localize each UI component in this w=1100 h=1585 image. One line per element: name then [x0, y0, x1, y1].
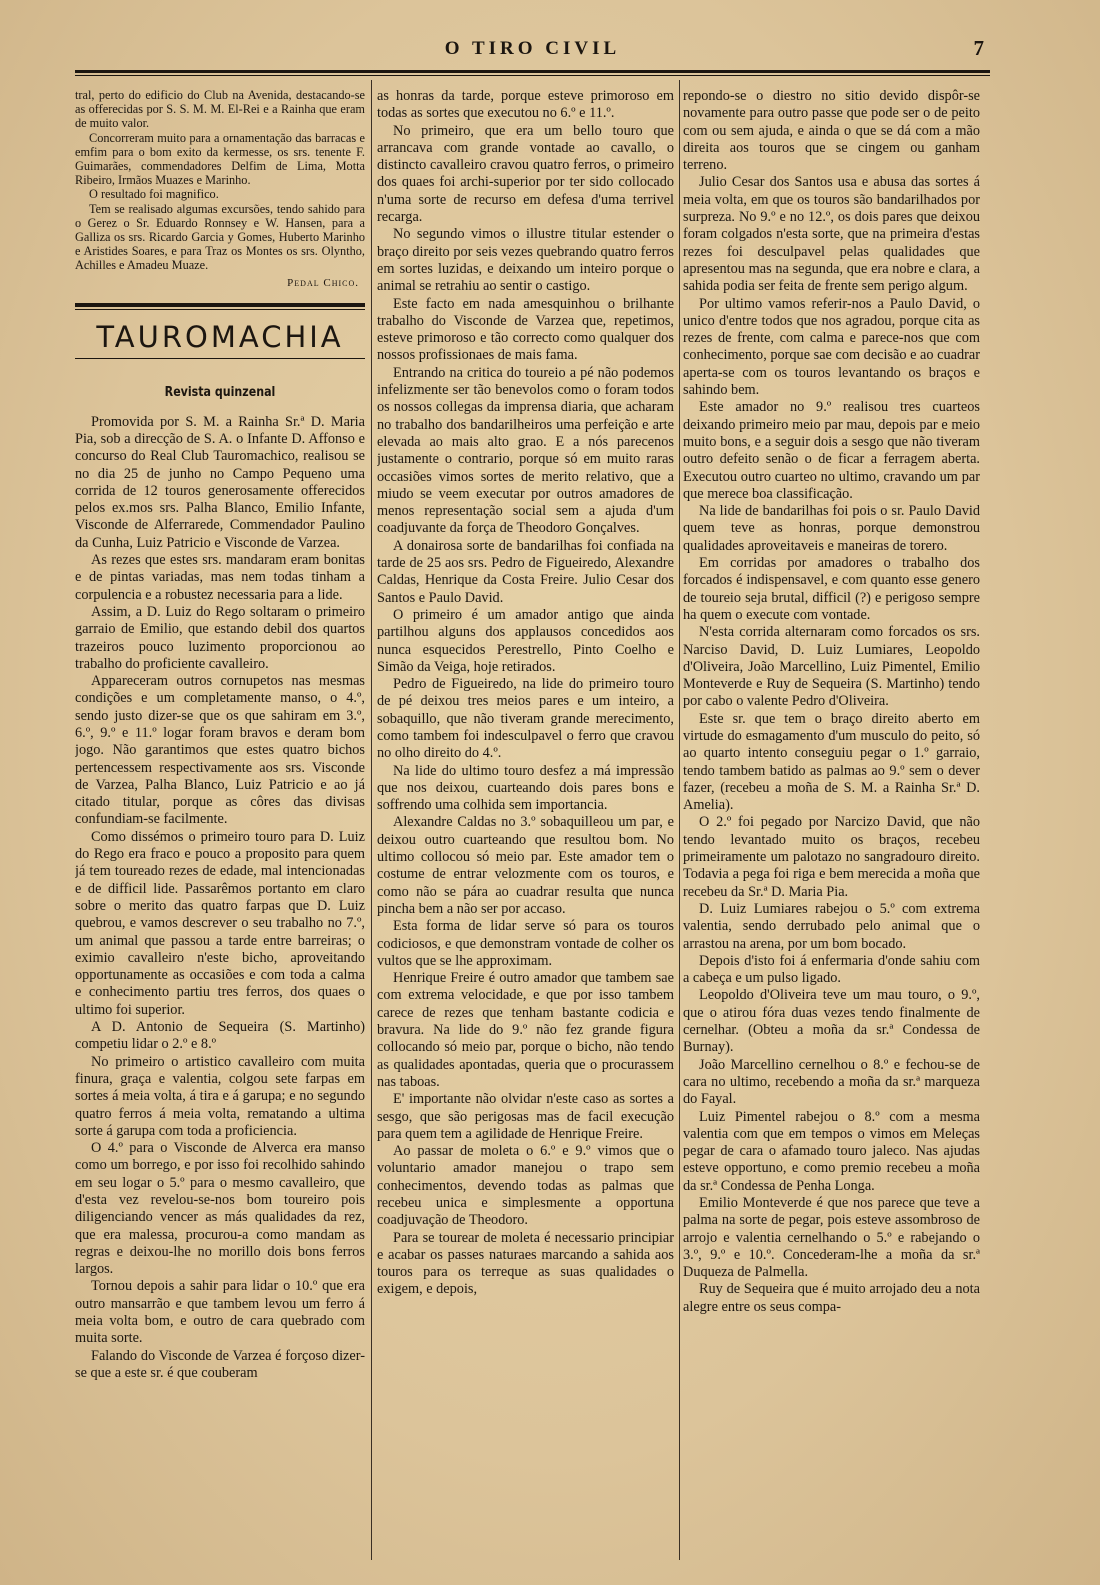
article-paragraph: O 2.º foi pegado por Narcizo David, que não tendo levantado muito os braços, recebeu primeiramente um palotazo no sangradouro direito. Todavia a pega foi riga e bem merecida a moña que recebeu da Sr.ª D. Maria Pia. [683, 814, 980, 900]
article-paragraph: Esta forma de lidar serve só para os touros codiciosos, e que demonstram vontade de colher os vultos que se lhe approximam. [377, 918, 674, 969]
top-article [75, 88, 365, 289]
article-paragraph: Concorreram muito para a ornamentação das barracas e emfim para o bom exito da kermesse, os srs. tenente F. Guimarães, commendadores Delfim de Lima, Motta Ribeiro, Irmãos Muazes e Marinho. [75, 130, 365, 188]
article-paragraph: Entrando na critica do toureio a pé não podemos infelizmente ser tão benevolos como o foram todos os nossos collegas da imprensa diaria, que acharam no trabalho dos bandarilheiros uma perfeição e arte elevada ao mais alto grao. E a nós parecenos justamente o contrario, porque só em muito raras occasiões vimos sortes de merito relativo, que a miudo se veem executar por outros amadores de menos representação social sem a ajuda d'um coadjuvante da força de Theodoro Gonçalves. [377, 364, 674, 537]
article-paragraph: Appareceram outros cornupetos nas mesmas condições e um completamente manso, o 4.º, sendo justo dizer-se que os que sahiram em 3.º, 6.º, 9.º e 11.º logar foram bravos e deram bom jogo. Não garantimos que estes quatro bichos pertencessem respectivamente aos srs. Visconde de Varzea, Palha Blanco, Luiz Patricio e ao já citado titular, porque as côres das divisas confundiam-se facilmente. [75, 673, 365, 828]
article-paragraph: Henrique Freire é outro amador que tambem sae com extrema velocidade, e que por isso tambem carece de rezes que tenham bastante codicia e bravura. Na lide do 9.º não fez grande figura collocando só meio par, porque o bicho, não tendo as qualidades apontadas, queria que o procurassem nas taboas. [377, 970, 674, 1090]
column-3 [683, 88, 980, 1558]
article-paragraph: Para se tourear de moleta é necessario principiar e acabar os passes naturaes marcando a sahida aos touros para os terreque as suas qualidades o exigem, e depois, [377, 1229, 674, 1298]
article-paragraph: João Marcellino cernelhou o 8.º e fechou-se de cara no ultimo, recebendo a moña da sr.ª marqueza do Fayal. [683, 1056, 980, 1108]
page-number: 7 [973, 36, 984, 60]
article-paragraph: A D. Antonio de Sequeira (S. Martinho) competiu lidar o 2.º e 8.º [75, 1019, 365, 1053]
article-paragraph: Em corridas por amadores o trabalho dos forcados é indispensavel, e com quanto esse genero de toureio seja brutal, difficil (?) e perigoso sempre ha quem o execute com vontade. [683, 555, 980, 623]
column-body [377, 88, 674, 1299]
article-paragraph: Tem se realisado algumas excursões, tendo sahido para o Gerez o Sr. Eduardo Ronnsey e W. Hansen, para a Galliza os srs. Ricardo Garcia y Gomes, Huberto Marinho e Aristides Soares, e para Traz os Montes os srs. Olyntho, Achilles e Amadeu Muaze. [75, 201, 365, 273]
article-paragraph: Como dissémos o primeiro touro para D. Luiz do Rego era fraco e pouco a proposito para quem já tem toureado rezes de edade, mal intencionadas e de difficil lide. Passarêmos portanto em claro sobre o merito das quatro farpas que D. Luiz quebrou, e vamos descrever o seu trabalho no 7.º, um animal que passou a tarde entre barreiras; o eximio cavalleiro n'este bicho, aproveitando opportunamente as occasiões e com toda a calma e conhecimento partiu tres ferros, dos quaes o ultimo foi superior. [75, 828, 365, 1018]
article-paragraph: Luiz Pimentel rabejou o 8.º com a mesma valentia com que em tempos o vimos em Meleças pegar de cara o afamado touro jaleco. Nas ajudas esteve opportuno, e como premio recebeu a moña da sr.ª Condessa de Penha Longa. [683, 1108, 980, 1194]
journal-title: O TIRO CIVIL [444, 38, 621, 59]
article-paragraph: Assim, a D. Luiz do Rego soltaram o primeiro garraio de Emilio, que estando debil dos quartos trazeiros pouco luzimento proporcionou ao trabalho do proficiente cavalleiro. [75, 603, 365, 672]
article-paragraph: O resultado foi magnifico. [89, 187, 219, 202]
article-paragraph: Julio Cesar dos Santos usa e abusa das sortes á meia volta, em que os touros são bandarilhados por surpreza. No 9.º e no 12.º, os dois pares que deixou foram colgados n'esta sorte, que na primeira d'estas rezes foi desculpavel pelas qualidades que apresentou mas na segunda, que era nobre e clara, a sahida podia ser feita de frente sem perigo algum. [683, 174, 980, 295]
article-paragraph: No segundo vimos o illustre titular estender o braço direito por seis vezes quebrando quatro ferros em sortes luzidas, e deixando um inteiro porque o animal se retrahiu ao sentir o castigo. [377, 226, 674, 295]
article-paragraph: E' importante não olvidar n'este caso as sortes a sesgo, que são perigosas mas de facil execução para quem tem a agilidade de Henrique Freire. [377, 1091, 674, 1142]
column-body [683, 88, 980, 1316]
section-title: TAUROMACHIA [96, 319, 344, 354]
article-paragraph: repondo-se o diestro no sitio devido dispôr-se novamente para outro passe que pode ser o de peito com ou sem ajuda, e ainda o que se dá com a mão direita aos touros que se cingem ou ganham terreno. [683, 88, 980, 174]
article-paragraph: Promovida por S. M. a Rainha Sr.ª D. Maria Pia, sob a direcção de S. A. o Infante D. Affonso e concurso do Real Club Tauromachico, realisou se no dia 25 de junho no Campo Pequeno uma corrida de 12 touros generosamente offerecidos pelos ex.mos srs. Palha Blanco, Emilio Infante, Visconde de Alferrarede, Commendador Paulino da Cunha, Luiz Patricio e Visconde de Varzea. [75, 413, 365, 551]
article-paragraph: Falando do Visconde de Varzea é forçoso dizer-se que a este sr. é que couberam [75, 1347, 365, 1381]
section-subtitle: Revista quinzenal [164, 384, 276, 400]
article-paragraph: Por ultimo vamos referir-nos a Paulo David, o unico d'entre todos que nos agradou, porque cita as rezes de frente, com calma e parece-nos que com conhecimento, porque sae com decisão e ao cuadrar aperta-se com os touros levantando os braços e sahindo bem. [683, 295, 980, 399]
article-paragraph: O primeiro é um amador antigo que ainda partilhou alguns dos applausos concedidos aos nunca esquecidos Perestrello, Pinto Coelho e Simão da Veiga, hoje retirados. [377, 606, 674, 675]
author-signature: Pedal Chico. [287, 276, 359, 289]
section-rule-thick [75, 303, 365, 307]
column-divider [679, 80, 680, 1560]
article-paragraph: Este amador no 9.º realisou tres cuarteos deixando primeiro meio par mau, depois par e meio muito bons, e a seguir dois a sesgo que não tiveram outro defeito senão o de ficar a ferragem aberta. Executou outro cuarteo no ultimo, cravando um par que merece boa classificação. [683, 399, 980, 502]
article-paragraph: Na lide de bandarilhas foi pois o sr. Paulo David quem teve as honras, porque demonstrou qualidades aproveitaveis e maneiras de torero. [683, 503, 980, 554]
article-paragraph: Tornou depois a sahir para lidar o 10.º que era outro mansarrão e que tambem levou um ferro á meia volta bom, e outro de cara quebrado com muita sorte. [75, 1278, 365, 1347]
article-paragraph: No primeiro, que era um bello touro que arrancava com grande vontade ao cavallo, o distincto cavalleiro cravou quatro ferros, o primeiro dos quaes foi archi-superior por ter sido collocado n'uma sorte de recurso em defesa d'uma terrivel recarga. [377, 122, 674, 226]
article-paragraph: O 4.º para o Visconde de Alverca era manso como um borrego, e por isso foi recolhido sahindo em seu logar o 5.º para o mesmo cavalleiro, que d'esta vez revelou-se-nos bom toureiro pois diligenciando vencer as más qualidades da rez, que era malessa, procurou-a como mandam as regras e deixou-lhe no morillo dois bons ferros largos. [75, 1140, 365, 1278]
article-paragraph: Depois d'isto foi á enfermaria d'onde sahiu com a cabeça e um pulso ligado. [683, 952, 980, 987]
page-header [75, 34, 990, 70]
article-paragraph: tral, perto do edificio do Club na Avenida, destacando-se as offerecidas por S. S. M. M. El-Rei e a Rainha que eram de muito valor. [75, 88, 365, 131]
article-paragraph: as honras da tarde, porque esteve primoroso em todas as sortes que executou no 6.º e 11.º. [377, 88, 674, 122]
article-paragraph: Emilio Monteverde é que nos parece que teve a palma na sorte de pegar, pois esteve assombroso de arrojo e valentia cernelhando o 5.º e rabejando o 3.º, 9.º e 10.º. Concederam-lhe a moña da sr.ª Duqueza de Palmella. [683, 1195, 980, 1281]
header-rule-thick [75, 70, 990, 73]
column-1 [75, 88, 365, 1558]
section-rule-thin [75, 309, 365, 310]
article-paragraph: Pedro de Figueiredo, na lide do primeiro touro de pé deixou tres meios pares e um inteiro, a sobaquillo, que não tiveram grande merecimento, como tambem foi indesculpavel o ferro que cravou no olho direito do 4.º. [377, 676, 674, 762]
article-paragraph: Leopoldo d'Oliveira teve um mau touro, o 9.º, que o atirou fóra duas vezes tendo finalmente de cernelhar. (Obteu a moña da sr.ª Condessa de Burnay). [683, 987, 980, 1056]
article-paragraph: Na lide do ultimo touro desfez a má impressão que nos deixou, cuarteando dois pares bons e soffrendo uma colhida sem importancia. [377, 762, 674, 814]
article-paragraph: Este sr. que tem o braço direito aberto em virtude do esmagamento d'um musculo do peito, só ao quarto intento conseguiu pegar o 1.º garraio, tendo tambem batido as palmas ao 9.º sem o dever fazer, (recebeu a moña de S. M. a Rainha Sr.ª D. Amelia). [683, 710, 980, 814]
article-paragraph: Alexandre Caldas no 3.º sobaquilleou um par, e deixou outro cuarteando que resultou bom. No ultimo collocou só meio par. Este amador tem o costume de entrar velozmente com os touros, e como não se pára ao cuadrar resulta que nunca pincha bem a não ser por accaso. [377, 814, 674, 917]
article-paragraph: Ao passar de moleta o 6.º e 9.º vimos que o voluntario amador manejou o trapo sem conhecimentos, devendo todas as palmas que recebeu unica e simplesmente a opportuna coadjuvação de Theodoro. [377, 1143, 674, 1229]
article-paragraph: Ruy de Sequeira que é muito arrojado deu a nota alegre entre os seus compa- [683, 1281, 980, 1315]
article-paragraph: D. Luiz Lumiares rabejou o 5.º com extrema valentia, sendo derrubado pelo animal que o arrastou na arena, por um bom bocado. [683, 900, 980, 952]
article-paragraph: As rezes que estes srs. mandaram eram bonitas e de pintas variadas, mas nem todas tinham a corpulencia e a robustez necessaria para a lide. [75, 552, 365, 603]
article-paragraph: Este facto em nada amesquinhou o brilhante trabalho do Visconde de Varzea que, repetimos, esteve primoroso e tão correcto como qualquer dos nossos profissionaes de mais fama. [377, 295, 674, 364]
article-paragraph: A donairosa sorte de bandarilhas foi confiada na tarde de 25 aos srs. Pedro de Figueiredo, Alexandre Caldas, Henrique da Costa Freire. Julio Cesar dos Santos e Paulo David. [377, 537, 674, 606]
column-divider [371, 80, 372, 1560]
column-body [75, 414, 365, 1383]
article-paragraph: N'esta corrida alternaram como forcados os srs. Narciso David, D. Luiz Lumiares, Leopoldo d'Oliveira, João Marcellino, Luiz Pimentel, Emilio Monteverde e Ruy de Sequeira (S. Martinho) tendo por cabo o valente Pedro d'Oliveira. [683, 624, 980, 710]
header-rule-thin [75, 75, 990, 76]
article-paragraph: No primeiro o artistico cavalleiro com muita finura, graça e valentia, colgou sete farpas em sortes á meia volta, á tira e á garupa; e no segundo quatro ferros á meia volta, rematando a ultima sorte á garupa com toda a proficiencia. [75, 1053, 365, 1139]
column-2 [377, 88, 674, 1558]
section-rule-thin [75, 358, 365, 359]
